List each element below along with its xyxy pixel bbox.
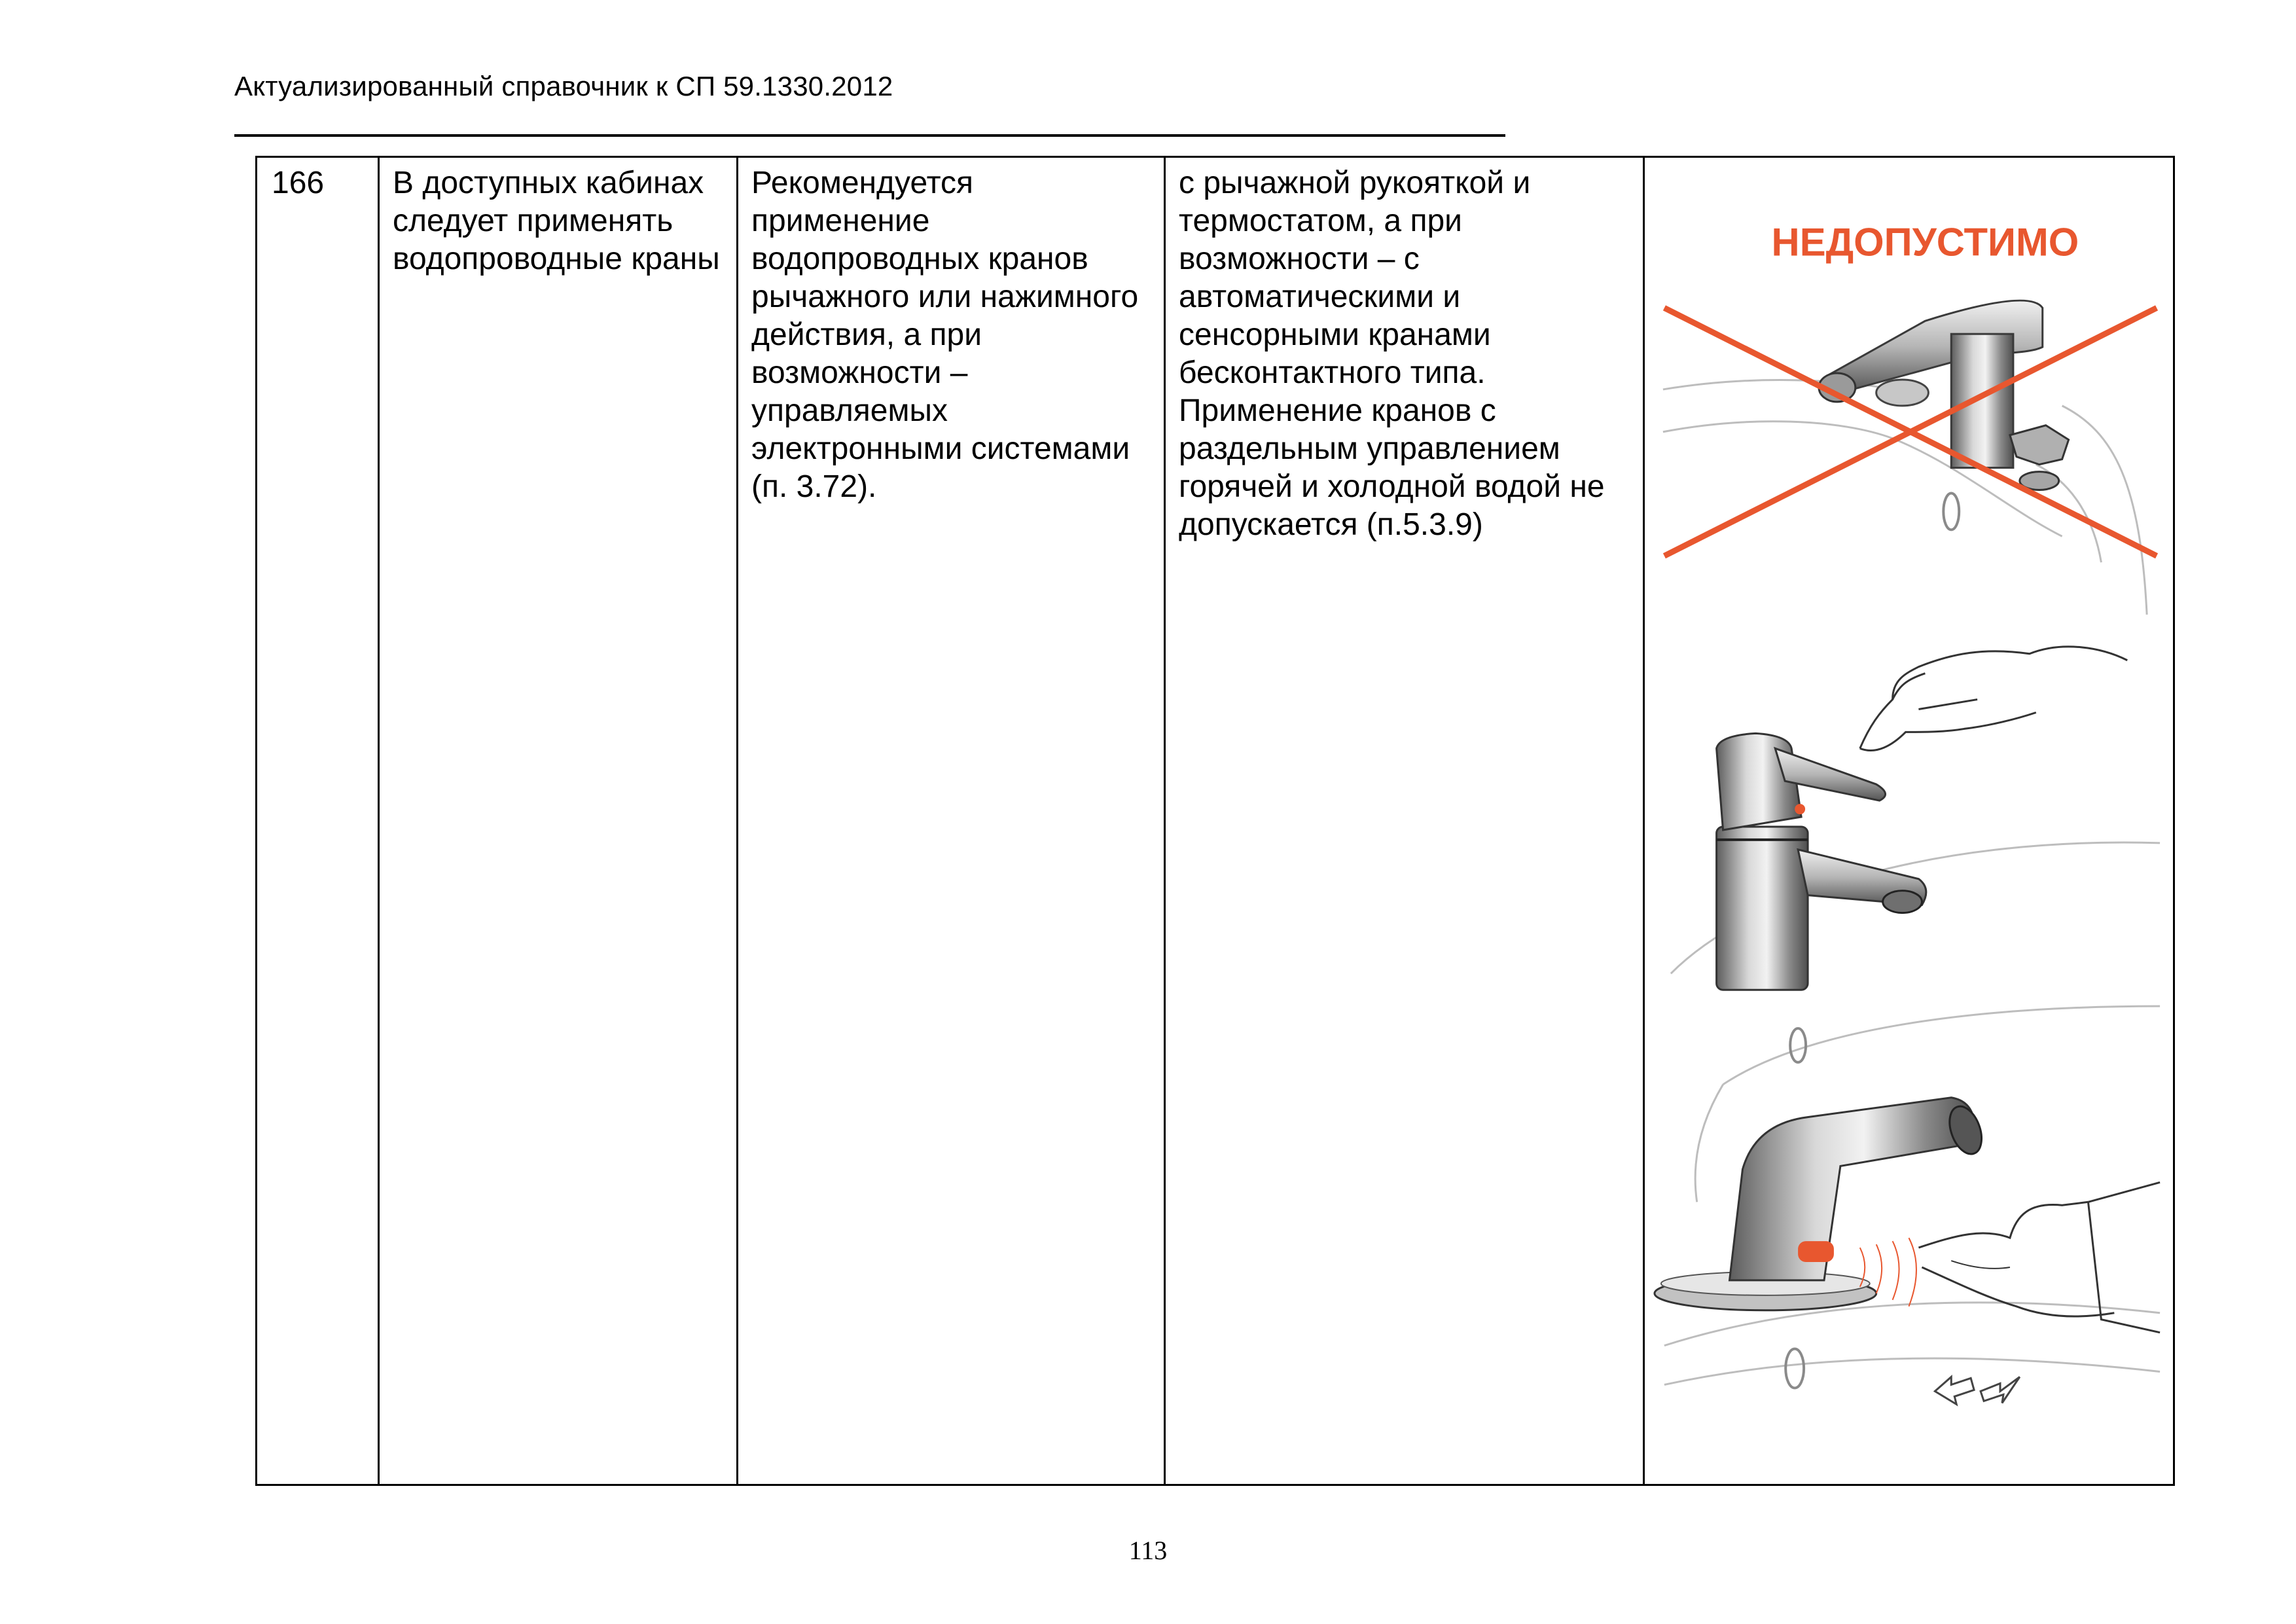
document-header-title: Актуализированный справочник к СП 59.1330.2012 [234, 71, 893, 101]
forbidden-label: НЕДОПУСТИМО [1771, 220, 2079, 264]
details-text: с рычажной рукояткой и термостатом, а при возможности – с автоматическими и сенсорными кранами бесконтактного типа. Применение кранов с раздельным управлением горячей и холодной водой не допускается (п.5.3.9) [1179, 166, 1605, 542]
requirement-cell [379, 157, 738, 1485]
requirements-table [255, 156, 2175, 1486]
row-number: 166 [272, 166, 325, 200]
recommendation-text: Рекомендуется применение водопроводных кранов рычажного или нажимного действия, а при возможности – управляемых электронными системами (п. 3.72). [751, 166, 1139, 504]
page-number: 113 [1128, 1536, 1168, 1565]
recommendation-cell [738, 157, 1165, 1485]
row-number-cell [257, 157, 379, 1485]
illustration-cell [1644, 157, 2174, 1485]
header-divider [234, 134, 1505, 137]
details-cell [1165, 157, 1644, 1485]
faucet-illustration [1645, 158, 2173, 1484]
requirement-text: В доступных кабинах следует применять водопроводные краны [393, 166, 720, 276]
table-row [257, 157, 2174, 1485]
sensor-faucet-drawing [1655, 1098, 2160, 1388]
motion-arrows-icon [1935, 1377, 2020, 1404]
hand-pressing-lever-drawing [1860, 647, 2127, 751]
